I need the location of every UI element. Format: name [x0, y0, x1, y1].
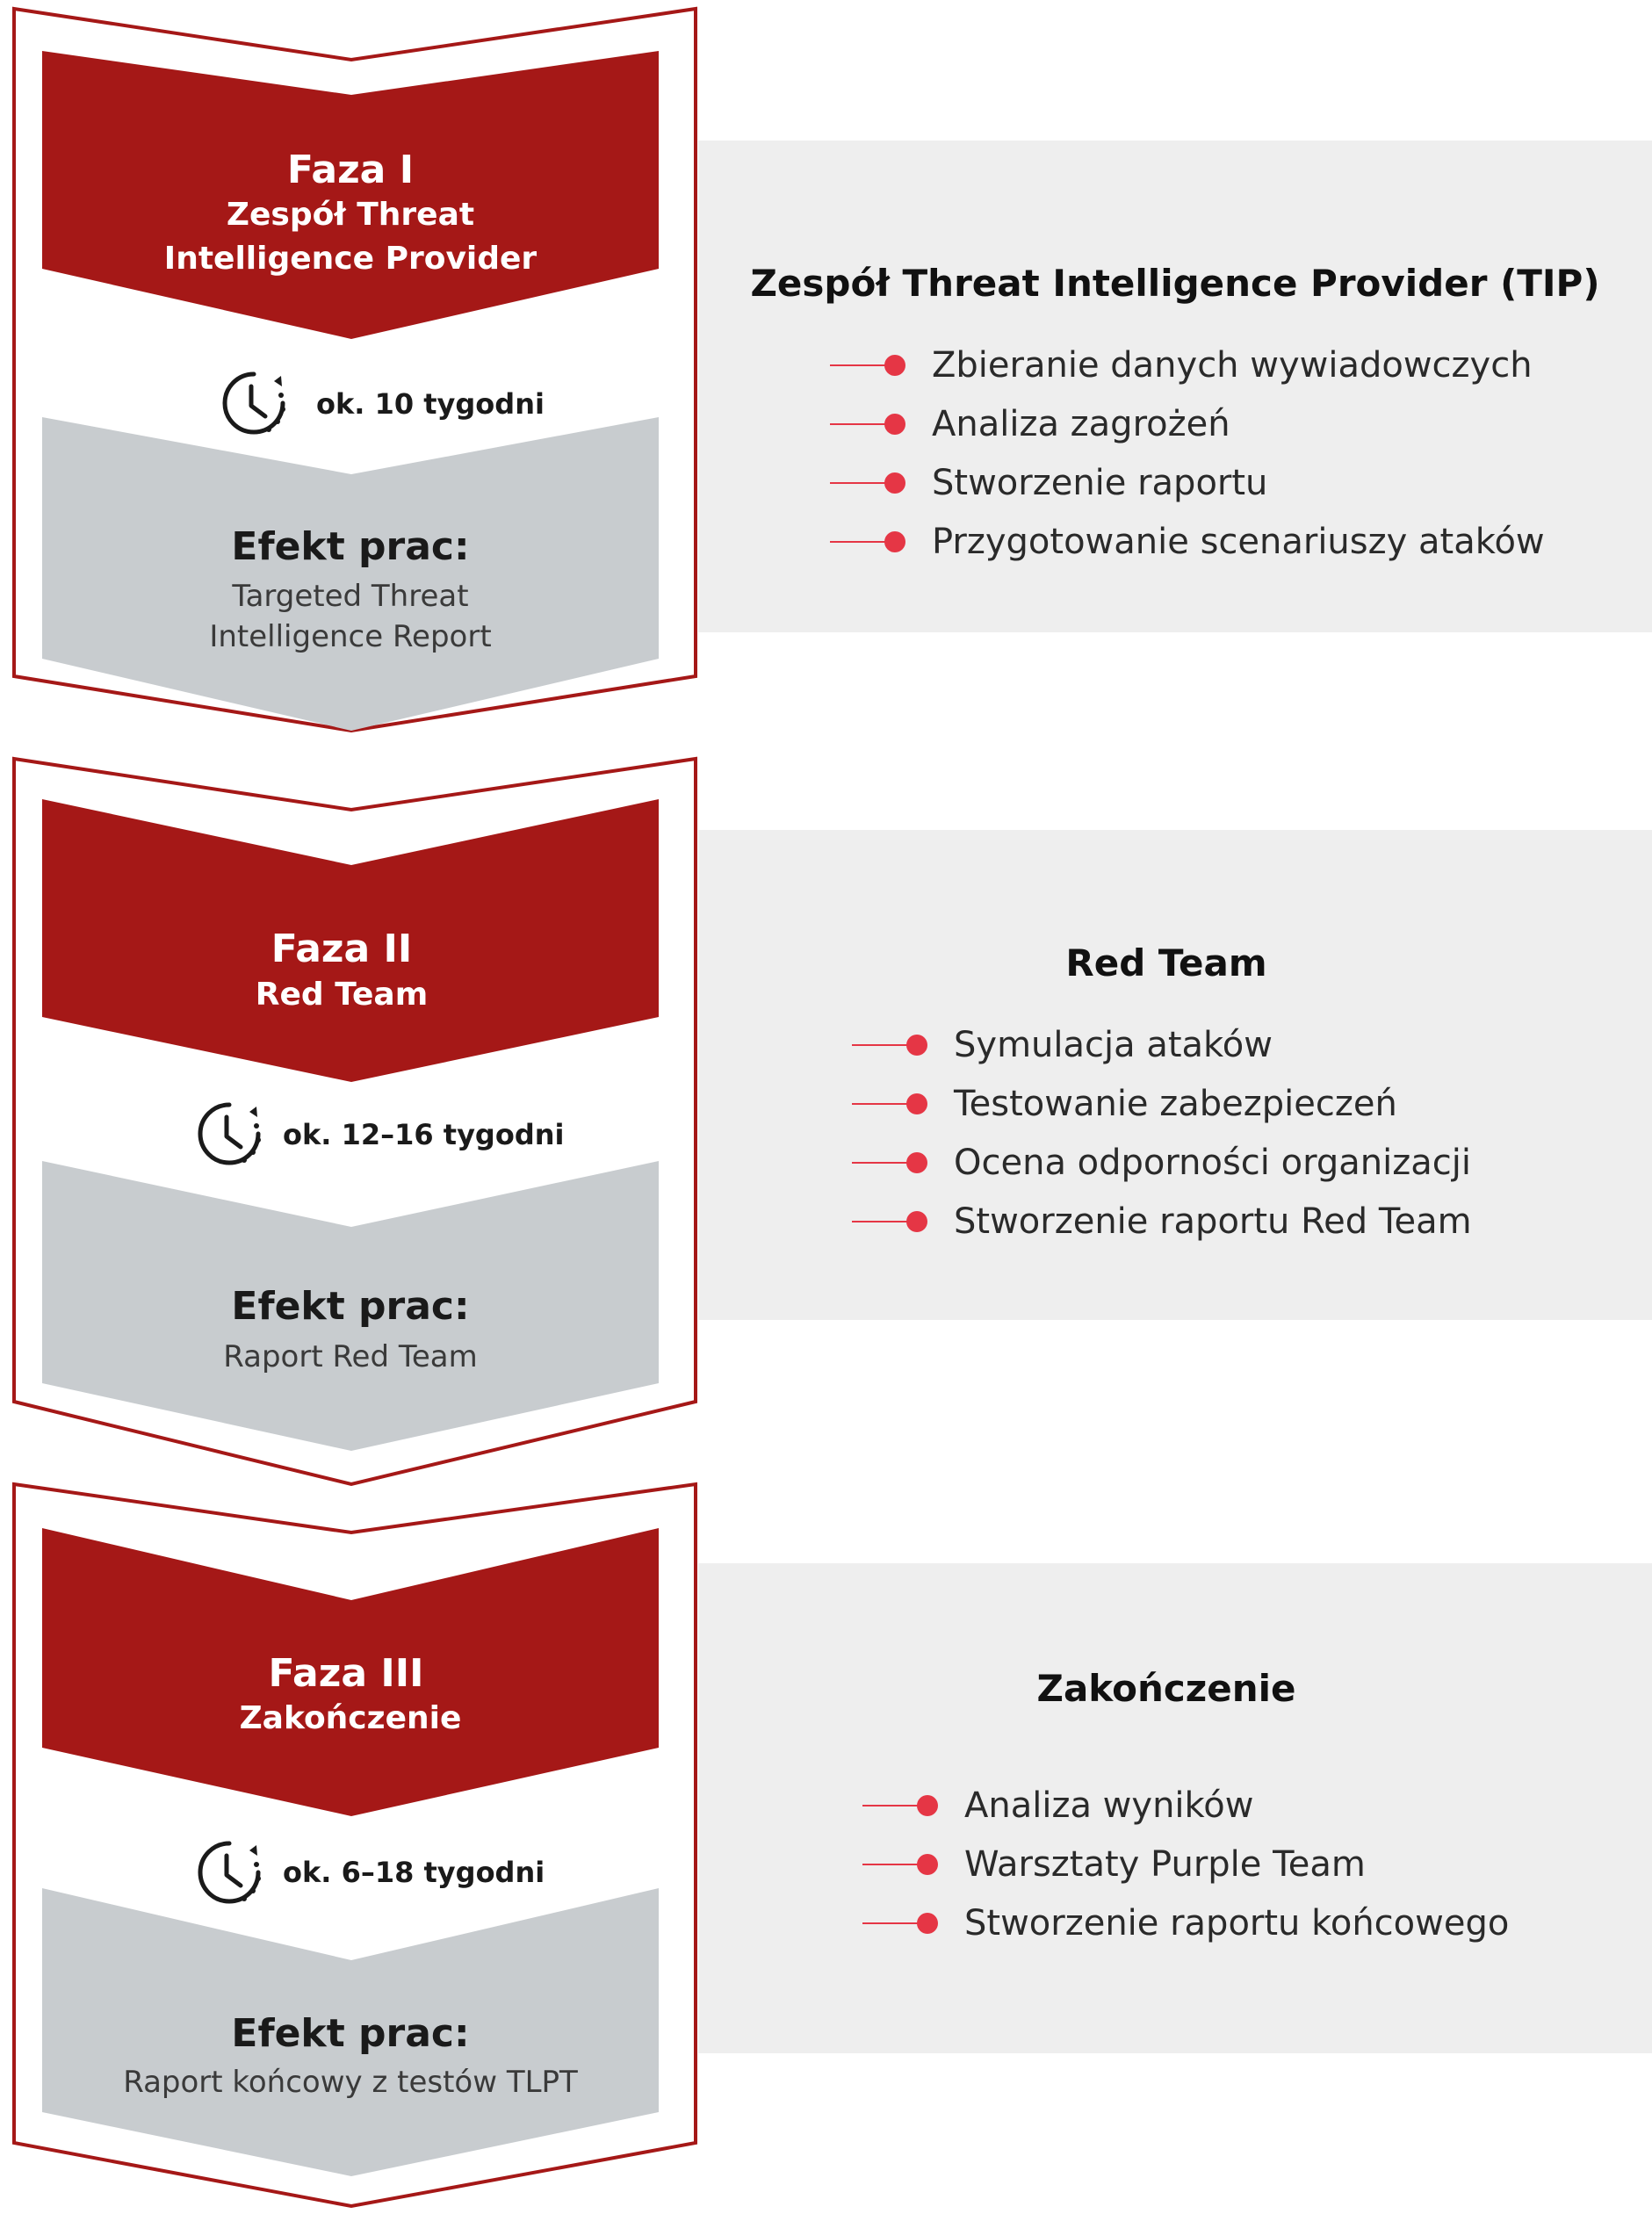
- list-item: Stworzenie raportu Red Team: [852, 1199, 1472, 1244]
- bullet-dot: [906, 1152, 927, 1173]
- bullet-dot: [906, 1093, 927, 1114]
- phase-1-subtitle-line-2: Intelligence Provider: [163, 241, 537, 277]
- bullet-dot: [917, 1854, 938, 1875]
- phase-2-panel: [698, 830, 1652, 1320]
- bullet-dot: [917, 1795, 938, 1816]
- list-item: Stworzenie raportu końcowego: [862, 1900, 1509, 1946]
- phase-2-subtitle-line-1: Red Team: [255, 977, 429, 1013]
- phase-2-duration: ok. 12–16 tygodni: [283, 1118, 565, 1151]
- list-item: Warsztaty Purple Team: [862, 1842, 1366, 1887]
- phase-2-effect-line-1: Raport Red Team: [223, 1339, 478, 1374]
- list-item: Analiza wyników: [862, 1783, 1253, 1828]
- phase-2-panel-title: Red Team: [1065, 941, 1267, 984]
- phase-1-title: Faza I: [286, 148, 415, 192]
- bullet-dot: [884, 531, 905, 552]
- phase-3-panel-title: Zakończenie: [1036, 1667, 1296, 1710]
- list-item: Ocena odporności organizacji: [852, 1140, 1471, 1186]
- phase-3-effect-label: Efekt prac:: [231, 2011, 470, 2056]
- list-item: Przygotowanie scenariuszy ataków: [830, 519, 1545, 565]
- list-item: Analiza zagrożeń: [830, 401, 1230, 447]
- bullet-dot: [906, 1035, 927, 1056]
- bullet-dot: [906, 1211, 927, 1232]
- bullet-dot: [884, 414, 905, 435]
- phase-2-title: Faza II: [271, 927, 413, 971]
- phase-1-subtitle-line-1: Zespół Threat: [226, 197, 475, 233]
- list-item: Testowanie zabezpieczeń: [852, 1081, 1397, 1127]
- list-item: Symulacja ataków: [852, 1022, 1273, 1068]
- phase-1-effect-line-2: Intelligence Report: [209, 619, 492, 654]
- phase-1-effect-label: Efekt prac:: [231, 524, 470, 569]
- phase-3-duration: ok. 6–18 tygodni: [283, 1856, 545, 1889]
- list-item: Zbieranie danych wywiadowczych: [830, 343, 1533, 388]
- bullet-dot: [884, 355, 905, 376]
- clock-icon: [195, 1838, 263, 1907]
- clock-icon: [220, 369, 288, 437]
- phase-2-effect-label: Efekt prac:: [231, 1284, 470, 1329]
- phase-3-effect-line-1: Raport końcowy z testów TLPT: [123, 2065, 578, 2100]
- phase-3-title: Faza III: [268, 1651, 424, 1696]
- clock-icon: [195, 1100, 263, 1168]
- phase-1-effect-line-1: Targeted Threat: [232, 579, 469, 614]
- phase-3-subtitle-line-1: Zakończenie: [239, 1700, 462, 1736]
- bullet-dot: [917, 1913, 938, 1934]
- phase-1-duration: ok. 10 tygodni: [316, 387, 545, 421]
- list-item: Stworzenie raportu: [830, 460, 1267, 506]
- bullet-dot: [884, 472, 905, 494]
- phase-1-panel-title: Zespół Threat Intelligence Provider (TIP): [750, 262, 1600, 305]
